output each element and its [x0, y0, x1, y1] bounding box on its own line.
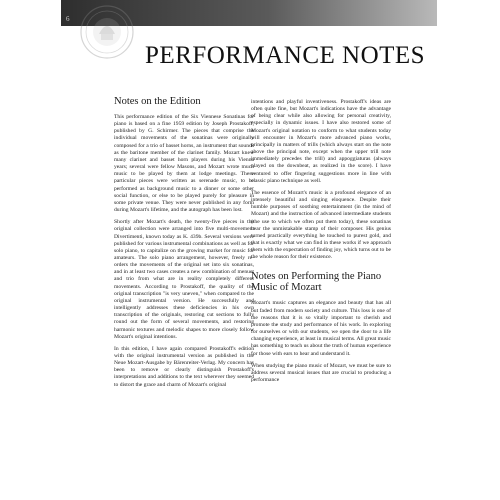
paragraph: Shortly after Mozart's death, the twenty-five pieces in the original collection were arranged into five multi-movement Divertimenti, known today as K. 439b. Several versions were published for various instrumental combinations as well as for solo piano, to capitalize on the growing market for music for amateurs. The solo piano arrangement, however, freely re-orders the movements of the original set into six sonatinas, and in at least two cases creates a new combination of menuet and trio from what are in reality completely different movements. According to Prostakoff, the quality of the original transcription "is very uneven," when compared to the original instrumental version. He successfully and intelligently addresses these deficiencies in his own transcription of the originals, restoring cut sections to fully round out the form of several movements, and restoring harmonic textures and melodic shapes to more closely follow Mozart's original intentions.	[114, 219, 254, 340]
section-heading-edition: Notes on the Edition	[114, 96, 201, 107]
page	[61, 0, 437, 500]
page-title: PERFORMANCE NOTES	[145, 42, 426, 69]
right-column	[251, 99, 391, 389]
seal-emblem-icon	[79, 4, 135, 60]
section-heading-performing: Notes on Performing the Piano Music of Mozart	[251, 271, 382, 294]
page-number: 6	[66, 15, 70, 23]
paragraph: Mozart's music captures an elegance and beauty that has all but faded from modern society and culture. This loss is one of the reasons that it is so vitally important to cherish and promote the study and performance of his work. In exploring for ourselves or with our students, we open the door to a life changing experience, at least in musical terms. All great music has something to teach us about the truth of human experience for those with ears to hear and understand it.	[251, 300, 391, 357]
paragraph: intentions and playful inventiveness. Prostakoff's ideas are often quite fine, but Mozart's indications have the advantage of being clear while also allowing for personal creativity, especially in dynamic issues. I have also restored some of Mozart's original notation to conform to what students today will encounter in Mozart's more advanced piano works, principally in matters of trills (which always start on the note above the principal note, except when the upper trill note immediately precedes the trill) and appoggiaturas (always played on the downbeat, as realized in the score). I have ventured to offer fingering suggestions more in line with classic piano technique as well.	[251, 99, 391, 184]
paragraph: In this edition, I have again compared Prostakoff's edition with the original instrumental version as published in the Neue Mozart-Ausgabe by Bärenreiter-Verlag. My concern has been to remove or clearly distinguish Prostakoff's interpretations and additions to the text wherever they seemed to distort the grace and charm of Mozart's original	[114, 345, 254, 388]
left-column	[114, 96, 254, 394]
paragraph: The essence of Mozart's music is a profound elegance of an intensely beautiful and singing eloquence. Despite their humble purposes of soothing entertainment (in the mind of Mozart) and the instruction of advanced intermediate students (the use to which we often put them today), these sonatinas bear the unmistakable stamp of their composer. His genius turned practically everything he touched to purest gold, and that is exactly what we can find in these works if we approach them with the expectation of finding joy, which turns out to be the whole reason for their existence.	[251, 189, 391, 261]
paragraph: When studying the piano music of Mozart, we must be sure to address several musical issues that are crucial to producing a performance	[251, 362, 391, 383]
paragraph: This performance edition of the Six Viennese Sonatinas for piano is based on a fine 1959 edition by Joseph Prostakoff, published by G. Schirmer. The pieces that comprise the individual movements of the sonatinas were originally composed for a trio of basset horns, an instrument that sounds as the baritone member of the clarinet family. Mozart knew many clarinet and basset horn players during his Vienna years; several were fellow Masons, and Mozart wrote much music to be played by them at lodge meetings. These particular pieces were written as serenade music, to be performed as background music to a dinner or some other social function, or else to be played purely for pleasure in some private venue. They were never published in any form during Mozart's lifetime, and the autograph has been lost.	[114, 114, 254, 214]
